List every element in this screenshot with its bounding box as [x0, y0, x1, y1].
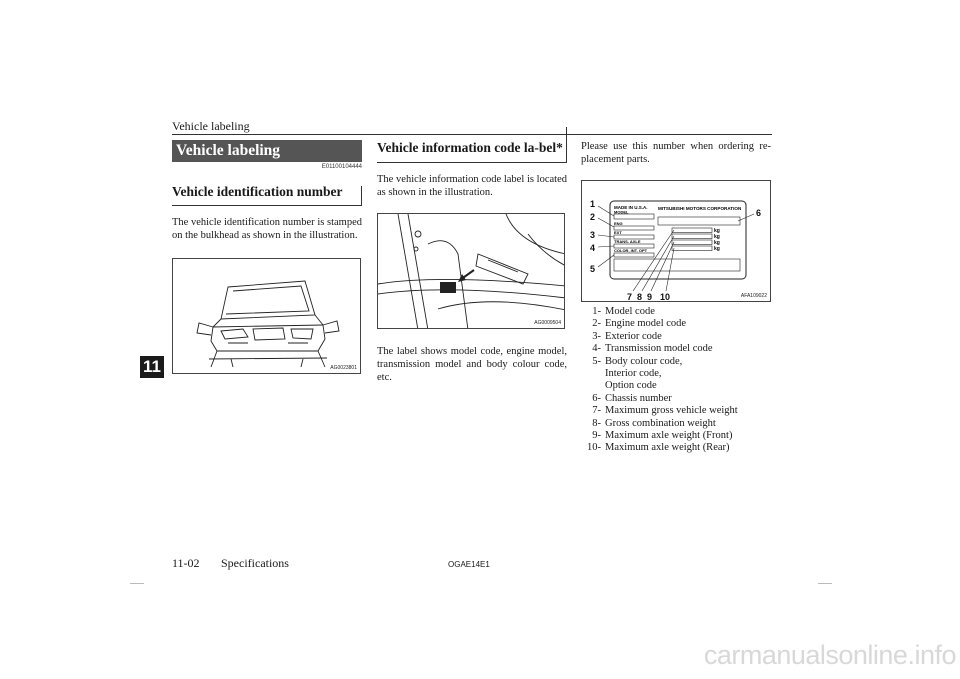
info-label-description: The label shows model code, engine model, transmission model and body colour code, etc. [377, 346, 567, 383]
column-vehicle-labeling [172, 140, 362, 374]
unit-kg-1: kg [714, 228, 720, 234]
row-label-color: COLOR, INT. OPT [614, 248, 648, 253]
legend-item: Option code [605, 380, 657, 392]
callout-9: 9 [647, 292, 653, 302]
legend-item: 8- Gross combination weight [592, 417, 716, 429]
row-label-model: MODEL [614, 209, 629, 215]
callout-1: 1 [590, 199, 596, 209]
callout-8: 8 [637, 292, 643, 302]
intro-text: Please use this number when ordering re-placement parts. [581, 141, 771, 165]
row-label-trans: TRANS. AXLE [614, 239, 641, 244]
unit-kg-3: kg [714, 240, 720, 246]
figure-code: AG0023801 [330, 365, 357, 371]
column-vehicle-info-label [377, 140, 567, 384]
callout-3: 3 [590, 230, 596, 240]
legend-item: Interior code, [605, 368, 662, 380]
document-code: OGAE14E1 [448, 560, 490, 569]
callout-7: 7 [627, 292, 633, 302]
corporation-text: MITSUBISHI MOTORS CORPORATION [658, 206, 742, 211]
crop-mark [130, 583, 144, 584]
chapter-tab: 11 [140, 356, 164, 378]
column-label-legend [581, 140, 771, 455]
vin-subhead: Vehicle identification number [172, 184, 362, 206]
row-label-eng: ENG [614, 221, 623, 226]
door-pillar-illustration [377, 213, 565, 329]
legend-list [581, 306, 771, 455]
chapter-title: Specifications [221, 556, 289, 570]
legend-item: 7- Maximum gross vehicle weight [592, 405, 738, 417]
figure-code: AG0009504 [534, 320, 561, 326]
watermark: carmanualsonline.info [703, 640, 956, 670]
info-label-subhead: Vehicle information code la-bel* [377, 140, 567, 163]
callout-2: 2 [590, 212, 596, 222]
info-label-diagram [581, 180, 771, 302]
legend-item: 2- Engine model code [592, 318, 687, 330]
engine-bay-drawing [173, 259, 361, 374]
made-in-text: MADE IN U.S.A. [614, 205, 648, 210]
section-title: Vehicle labeling [172, 140, 362, 162]
legend-item: 3- Exterior code [592, 330, 662, 342]
vin-body-text: The vehicle identification number is stamped on the bulkhead as shown in the illustration. [172, 217, 362, 241]
header-rule [172, 134, 772, 135]
engine-bay-illustration [172, 258, 361, 374]
callout-10: 10 [660, 292, 671, 302]
legend-item: 4- Transmission model code [592, 343, 713, 355]
section-code: E01100104444 [321, 164, 362, 170]
callout-4: 4 [590, 243, 596, 253]
info-label-drawing [582, 181, 771, 302]
legend-item: 1- Model code [592, 306, 655, 317]
crop-mark [818, 583, 832, 584]
unit-kg-2: kg [714, 234, 720, 240]
legend-item: 5- Body colour code, [592, 355, 683, 367]
figure-code: AFA109022 [740, 293, 767, 299]
running-head: Vehicle labeling [172, 119, 250, 133]
callout-6: 6 [756, 208, 762, 218]
legend-item: 9- Maximum axle weight (Front) [592, 430, 733, 442]
unit-kg-4: kg [714, 246, 720, 252]
callout-5: 5 [590, 264, 596, 274]
info-label-body-text: The vehicle information code label is located as shown in the illustration. [377, 174, 567, 198]
legend-item: 10- Maximum axle weight (Rear) [587, 442, 730, 454]
row-label-ext: EXT [614, 230, 622, 235]
page-number: 11-02 [172, 556, 200, 570]
door-pillar-drawing [378, 214, 565, 329]
legend-item: 6- Chassis number [592, 392, 672, 404]
